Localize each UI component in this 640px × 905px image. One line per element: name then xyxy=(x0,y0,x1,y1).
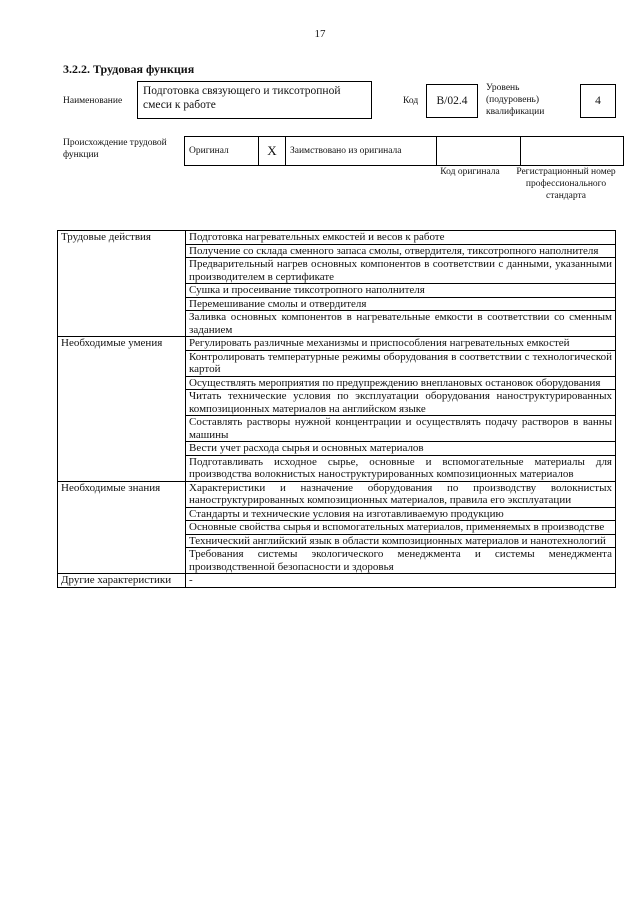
labor-actions-item: Заливка основных компонентов в нагревательные емкости в соответствии со сменным заданием xyxy=(186,311,616,337)
labor-actions-item: Подготовка нагревательных емкостей и весов к работе xyxy=(186,231,616,245)
origin-reg-number-cell xyxy=(521,137,624,166)
other-characteristics-item: - xyxy=(186,574,616,588)
required-knowledge-item: Технический английский язык в области композиционных материалов и нанотехнологий xyxy=(186,534,616,548)
required-skills-item: Читать технические условия по эксплуатации оборудования наноструктурированных композиционных материалов на английском языке xyxy=(186,390,616,416)
origin-code-cell xyxy=(437,137,521,166)
function-name-box: Подготовка связующего и тиксотропной смеси к работе xyxy=(137,81,372,119)
code-original-caption: Код оригинала xyxy=(440,167,500,177)
section-heading: 3.2.2. Трудовая функция xyxy=(63,62,195,76)
labor-actions-item: Получение со склада сменного запаса смолы, отвердителя, тиксотропного наполнителя xyxy=(186,244,616,258)
qualification-level-box: 4 xyxy=(580,84,616,118)
required-knowledge-item: Стандарты и технические условия на изготавливаемую продукцию xyxy=(186,507,616,521)
labor-actions-item: Сушка и просеивание тиксотропного наполнителя xyxy=(186,284,616,298)
labor-actions-section-label: Трудовые действия xyxy=(58,231,186,337)
table-row xyxy=(58,231,616,245)
origin-borrowed-label: Заимствовано из оригинала xyxy=(286,137,437,166)
code-label: Код xyxy=(403,96,419,106)
name-label: Наименование xyxy=(63,96,123,106)
table-row xyxy=(58,481,616,507)
required-skills-item: Регулировать различные механизмы и приспособления нагревательных емкостей xyxy=(186,337,616,351)
function-code-box: B/02.4 xyxy=(426,84,478,118)
required-skills-item: Подготавливать исходное сырье, основные и вспомогательные материалы для производства волокнистых наноструктурированных композиционных материалов xyxy=(186,455,616,481)
qualification-level-label: Уровень (подуровень) квалификации xyxy=(486,83,545,117)
required-skills-item: Вести учет расхода сырья и основных материалов xyxy=(186,442,616,456)
required-skills-section-label: Необходимые умения xyxy=(58,337,186,482)
table-row xyxy=(58,337,616,351)
required-skills-item: Составлять растворы нужной концентрации и осуществлять подачу растворов в ванны машины xyxy=(186,416,616,442)
required-skills-item: Осуществлять мероприятия по предупреждению внеплановых остановок оборудования xyxy=(186,376,616,390)
origin-original-mark: X xyxy=(259,137,286,166)
required-skills-item: Контролировать температурные режимы оборудования в соответствии с технологической картой xyxy=(186,350,616,376)
origin-original-label: Оригинал xyxy=(185,137,259,166)
reg-number-caption: Регистрационный номер профессионального стандарта xyxy=(516,167,616,201)
origin-label: Происхождение трудовой функции xyxy=(63,138,167,160)
labor-function-table xyxy=(57,230,616,588)
required-knowledge-item: Характеристики и назначение оборудования по производству волокнистых наноструктурированных композиционных материалов, правила его эксплуатации xyxy=(186,481,616,507)
table-row xyxy=(58,574,616,588)
required-knowledge-item: Требования системы экологического менеджмента и системы менеджмента производственной безопасности и здоровья xyxy=(186,548,616,574)
page-number: 17 xyxy=(314,28,326,40)
labor-actions-item: Перемешивание смолы и отвердителя xyxy=(186,297,616,311)
required-knowledge-section-label: Необходимые знания xyxy=(58,481,186,574)
labor-actions-item: Предварительный нагрев основных компонентов в соответствии с данными, указанными производителем в сертификате xyxy=(186,258,616,284)
origin-table xyxy=(184,136,624,166)
required-knowledge-item: Основные свойства сырья и вспомогательных материалов, применяемых в производстве xyxy=(186,521,616,535)
other-characteristics-section-label: Другие характеристики xyxy=(58,574,186,588)
